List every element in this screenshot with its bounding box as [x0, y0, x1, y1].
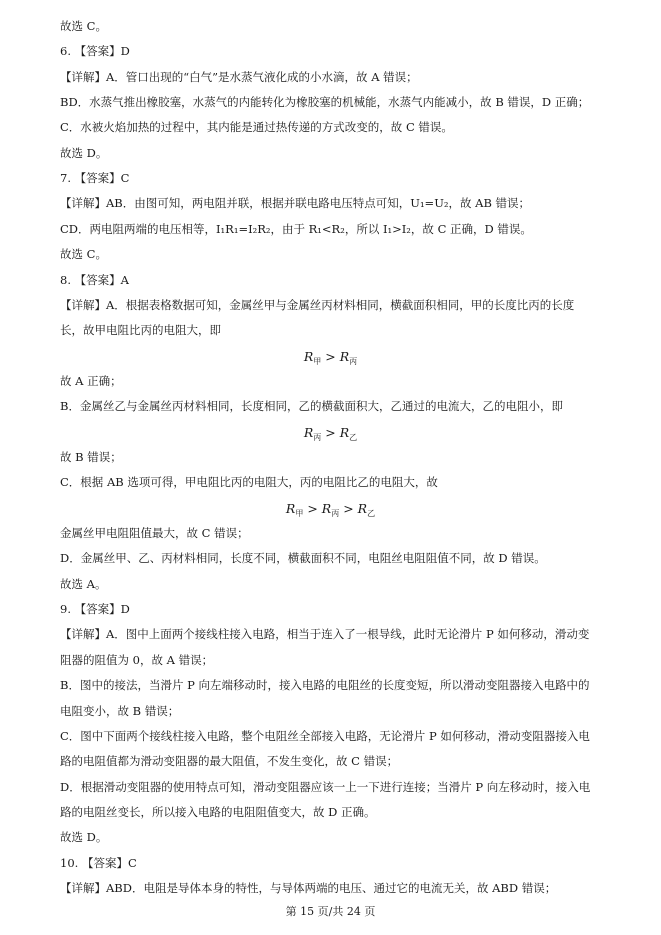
text-line: C．水被火焰加热的过程中，其内能是通过热传递的方式改变的，故 C 错误。	[60, 120, 453, 134]
text-line: 路的电阻值都为滑动变阻器的最大阻值，不发生变化，故 C 错误；	[60, 754, 399, 768]
text-line: CD．两电阻两端的电压相等，I₁R₁=I₂R₂，由于 R₁<R₂，所以 I₁>I₂，故 C 正确，D 错误。	[60, 222, 532, 236]
page-footer: 第 15 页/共 24 页	[285, 905, 376, 918]
text-line: BD．水蒸气推出橡胶塞，水蒸气的内能转化为橡胶塞的机械能，水蒸气内能减小，故 B 错误，D 正确；	[60, 95, 590, 109]
text-line: 金属丝甲电阻阻值最大，故 C 错误；	[60, 526, 249, 540]
text-line: B．金属丝乙与金属丝丙材料相同，长度相同，乙的横截面积大，乙通过的电流大，乙的电阻小，即	[60, 399, 563, 413]
text-line: 【详解】AB．由图可知，两电阻并联，根据并联电路电压特点可知，U₁=U₂，故 AB 错误；	[60, 196, 531, 210]
text-line: 故选 D。	[60, 830, 108, 844]
text-line: C．根据 AB 选项可得，甲电阻比丙的电阻大，丙的电阻比乙的电阻大，故	[60, 475, 438, 489]
text-line: 故 A 正确；	[60, 374, 122, 388]
answer-heading: 8. 【答案】A	[60, 273, 129, 287]
text-line: 故选 A。	[60, 577, 107, 591]
text-line: 【详解】ABD．电阻是导体本身的特性，与导体两端的电压、通过它的电流无关，故 ABD 错误；	[60, 881, 557, 895]
formula-2: $R_丙 > R_乙$	[303, 425, 358, 442]
answer-heading: 10. 【答案】C	[60, 856, 137, 870]
text-line: D．金属丝甲、乙、丙材料相同，长度不同，横截面积不同，电阻丝电阻阻值不同，故 D 错误。	[60, 551, 546, 565]
text-line: 【详解】A．根据表格数据可知，金属丝甲与金属丝丙材料相同，横截面积相同，甲的长度比丙的长度	[60, 298, 575, 312]
text-line: C．图中下面两个接线柱接入电路，整个电阻丝全部接入电路，无论滑片 P 如何移动，滑动变阻器接入电	[60, 729, 590, 743]
text-line: 故选 C。	[60, 19, 107, 33]
text-line: 【详解】A．图中上面两个接线柱接入电路，相当于连入了一根导线，此时无论滑片 P 如何移动，滑动变	[60, 627, 590, 641]
answer-heading: 9. 【答案】D	[60, 602, 130, 616]
text-line: 故选 C。	[60, 247, 107, 261]
text-line: 长，故甲电阻比丙的电阻大，即	[60, 323, 221, 337]
formula-1: $R_甲 > R_丙$	[303, 349, 358, 366]
text-line: 阻器的阻值为 0，故 A 错误；	[60, 653, 214, 667]
text-line: 故 B 错误；	[60, 450, 122, 464]
text-line: 【详解】A．管口出现的“白气”是水蒸气液化成的小水滴，故 A 错误；	[60, 70, 418, 84]
text-line: 电阻变小，故 B 错误；	[60, 704, 180, 718]
formula-3: $R_甲 > R_丙 > R_乙$	[285, 501, 376, 518]
text-line: 故选 D。	[60, 146, 108, 160]
text-line: B．图中的接法，当滑片 P 向左端移动时，接入电路的电阻丝的长度变短，所以滑动变阻器接入电路中的	[60, 678, 590, 692]
text-line: 路的电阻丝变长，所以接入电路的电阻阻值变大，故 D 正确。	[60, 805, 376, 819]
text-line: D．根据滑动变阻器的使用特点可知，滑动变阻器应该一上一下进行连接；当滑片 P 向左移动时，接入电	[60, 780, 591, 794]
answer-heading: 7. 【答案】C	[60, 171, 130, 185]
answer-heading: 6. 【答案】D	[60, 44, 130, 58]
